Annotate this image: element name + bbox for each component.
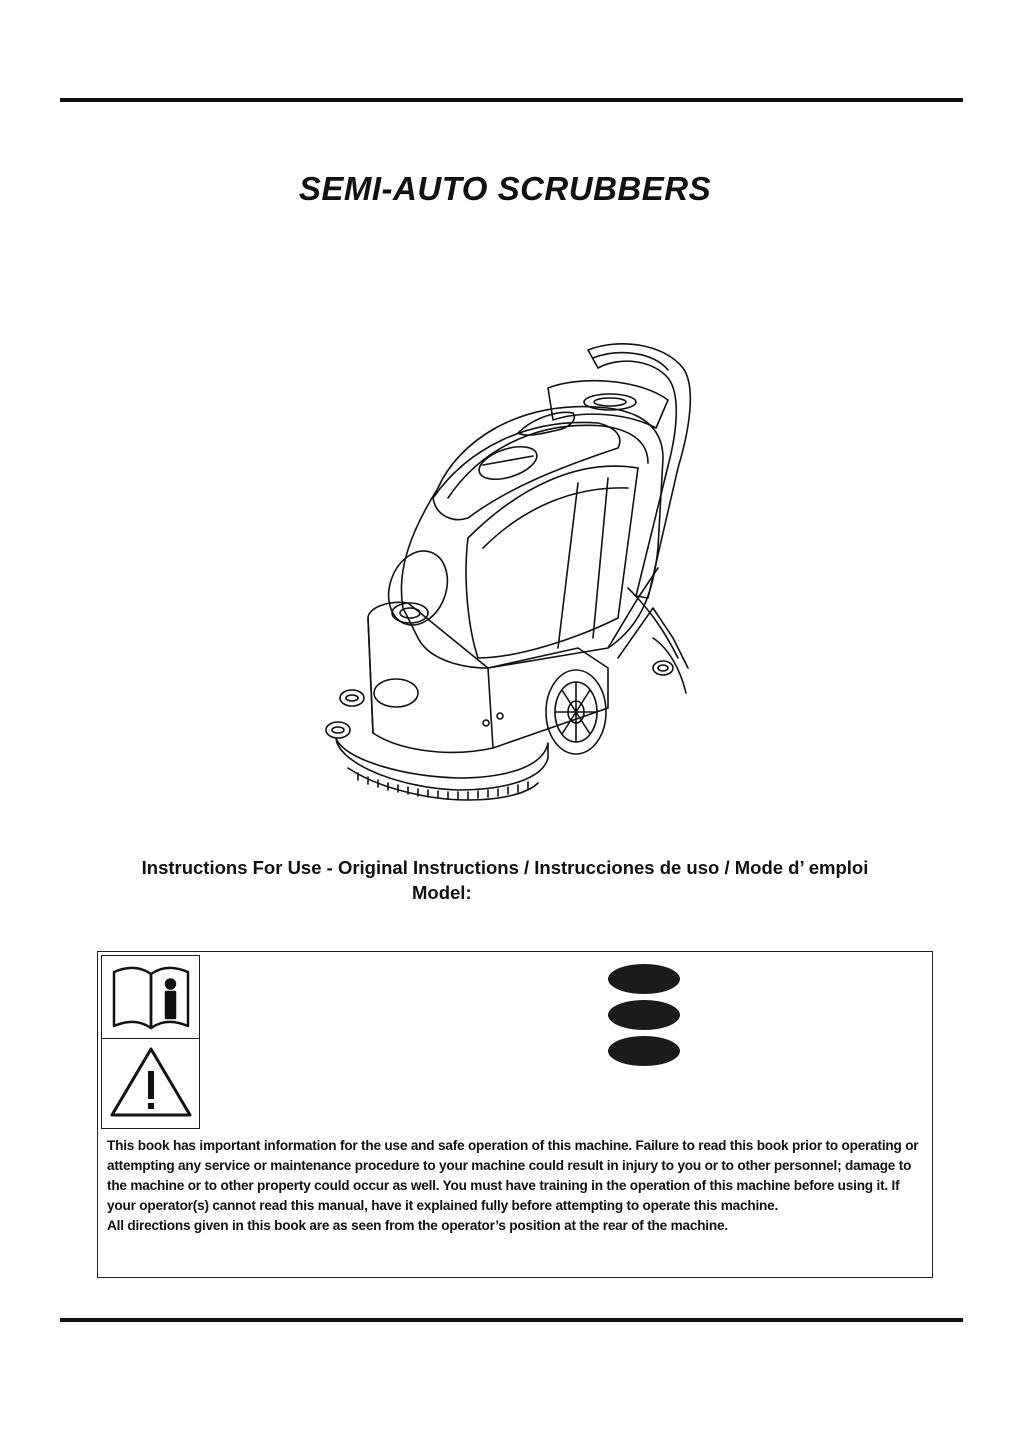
model-label: Model: [412,882,472,903]
warning-triangle-icon [106,1039,196,1125]
read-manual-icon [106,956,196,1036]
language-badges [608,964,680,1072]
warning-icon-cell [101,1038,200,1129]
language-badge [608,1000,680,1030]
safety-warning-text [107,1136,922,1236]
read-manual-icon-cell [101,955,200,1039]
safety-warning-box [97,951,933,1278]
document-title: SEMI-AUTO SCRUBBERS [298,170,712,207]
safety-paragraph: This book has important information for the use and safe operation of this machine. Failure to read this book prior to operating or attempting any service or maintenance procedure to your machine could result in injury to you or to other personnel; damage to the machine or to other property could occur as well. You must have training in the operation of this machine before using it. If your operator(s) cannot read this manual, have it explained fully before attempting to operate this machine. [107,1138,919,1213]
document-subtitle: Instructions For Use - Original Instructions / Instrucciones de uso / Mode d’ emploi [141,857,869,878]
bottom-rule [60,1318,963,1322]
directions-paragraph: All directions given in this book are as seen from the operator’s position at the rear of the machine. [107,1218,728,1233]
language-badge [608,1036,680,1066]
top-rule [60,98,963,102]
language-badge [608,964,680,994]
scrubber-machine-illustration [318,338,698,816]
